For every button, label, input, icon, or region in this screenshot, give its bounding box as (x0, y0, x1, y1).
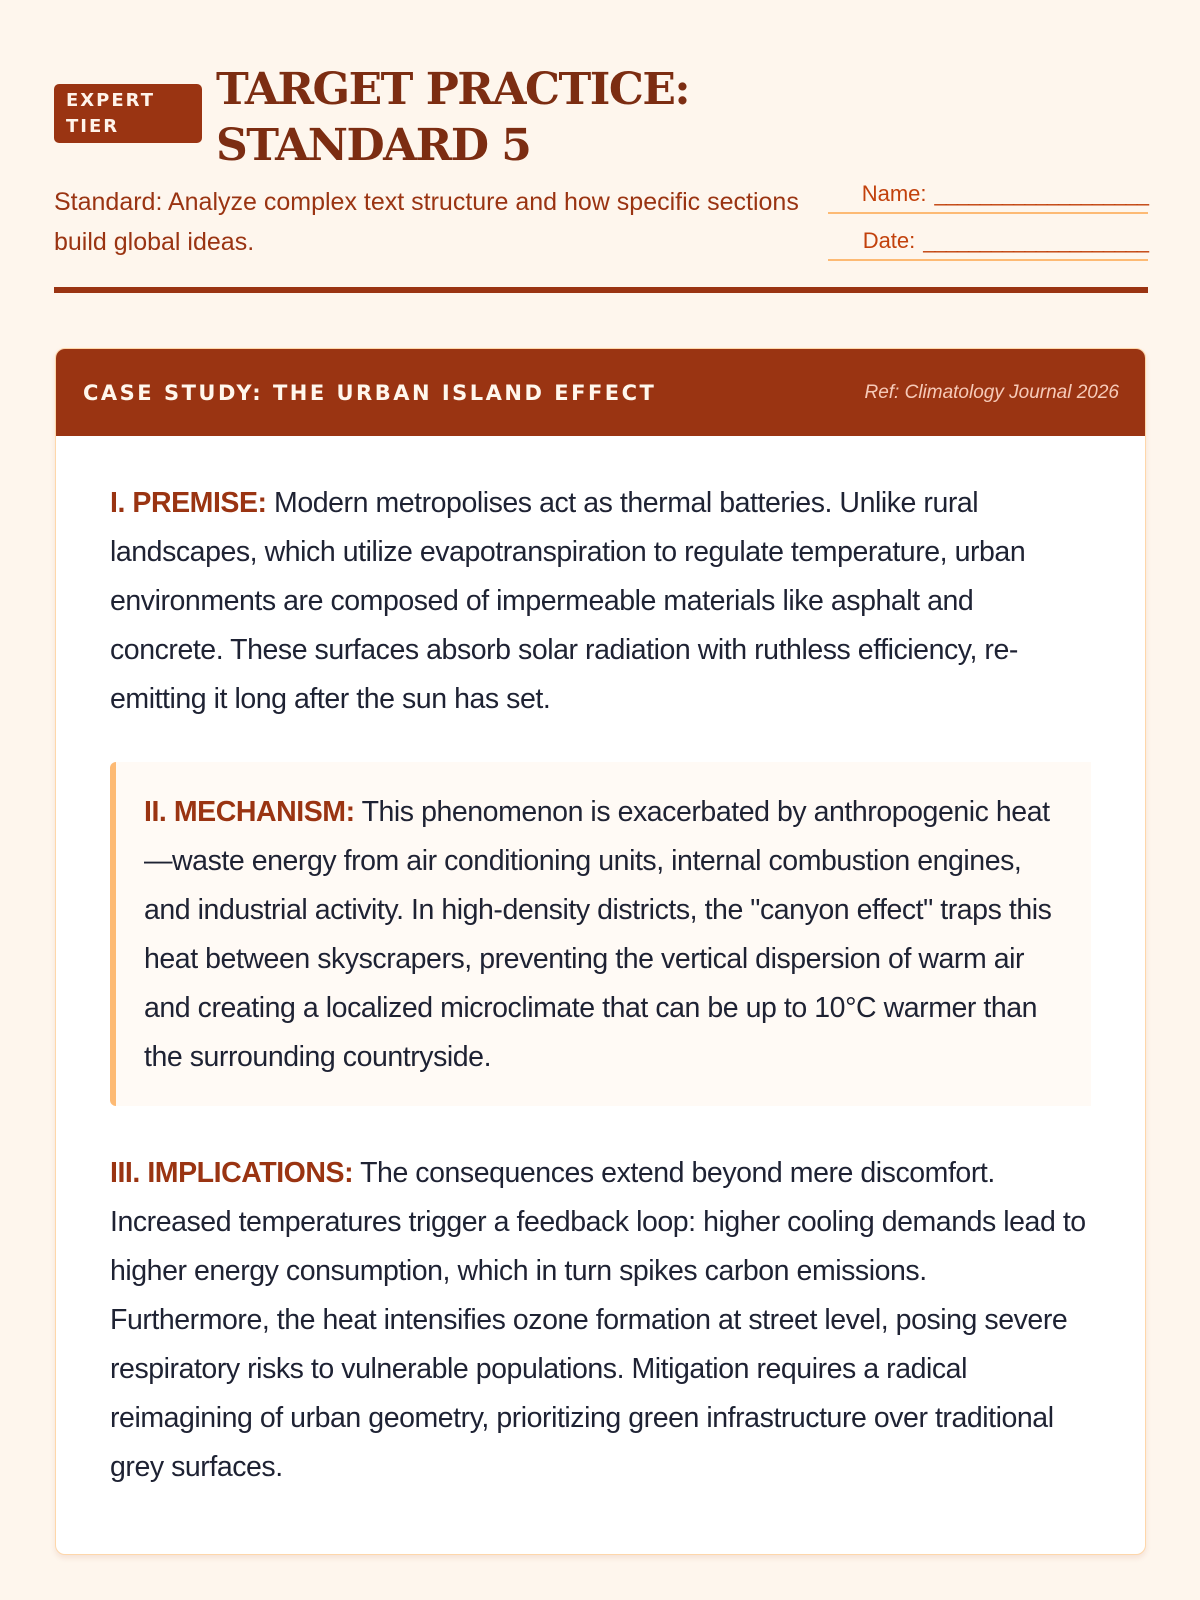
card-body (56, 436, 1145, 1492)
date-field[interactable] (828, 225, 1148, 261)
case-study-card (55, 348, 1146, 1555)
tier-badge: EXPERT TIER (54, 84, 202, 143)
section-text-mechanism: This phenomenon is exacerbated by anthropogenic heat—waste energy from air conditioning units, internal combustion engines, and industrial activity. In high-density districts, the "canyon effect" traps this heat between skyscrapers, preventing the vertical dispersion of warm air and creating a localized microclimate that can be up to 10°C warmer than the surrounding countryside. (144, 796, 1052, 1073)
name-field[interactable] (828, 178, 1148, 214)
page-title: TARGET PRACTICE: STANDARD 5 (216, 64, 690, 171)
section-text-premise: Modern metropolises act as thermal batteries. Unlike rural landscapes, which utilize evapotranspiration to regulate temperature, urban environments are composed of impermeable materials like asphalt and concrete. These surfaces absorb solar radiation with ruthless efficiency, re-emitting it long after the sun has set. (110, 487, 1026, 715)
header-divider (54, 287, 1148, 293)
section-implications (110, 1149, 1091, 1492)
date-blank[interactable]: ____________________ (923, 228, 1148, 253)
name-label: Name: (861, 181, 927, 206)
header (54, 62, 776, 174)
standard-description: Standard: Analyze complex text structure and how specific sections build global ideas. (54, 188, 799, 256)
reference-citation: Ref: Climatology Journal 2026 (864, 381, 1119, 403)
section-mechanism-highlight (110, 762, 1091, 1106)
section-label-implications: III. IMPLICATIONS: (110, 1157, 354, 1189)
section-label-premise: I. PREMISE: (110, 487, 267, 519)
section-label-mechanism: II. MECHANISM: (144, 796, 355, 828)
section-premise (110, 479, 1091, 724)
section-text-implications: The consequences extend beyond mere discomfort. Increased temperatures trigger a feedback loop: higher cooling demands lead to higher energy consumption, which in turn spikes carbon emissions. Furthermore, the heat intensifies ozone formation at street level, posing severe respiratory risks to vulnerable populations. Mitigation requires a radical reimagining of urban geometry, prioritizing green infrastructure over traditional grey surfaces. (110, 1157, 1086, 1483)
date-label: Date: (862, 228, 916, 253)
section-mechanism (144, 788, 1063, 1082)
case-study-title: CASE STUDY: THE URBAN ISLAND EFFECT (83, 380, 657, 405)
card-header (56, 349, 1145, 436)
name-blank[interactable]: ___________________ (934, 181, 1148, 206)
student-info-fields (828, 178, 1148, 272)
